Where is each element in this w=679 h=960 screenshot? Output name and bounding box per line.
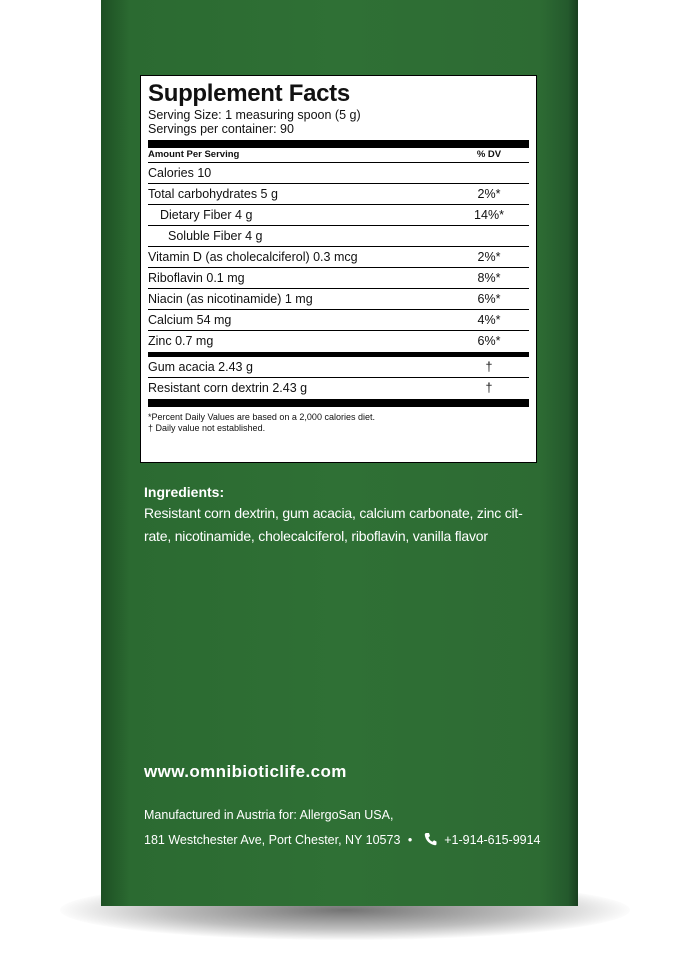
facts-row-soluble-fiber — [148, 226, 529, 247]
facts-title: Supplement Facts — [148, 80, 350, 107]
facts-row-zinc — [148, 331, 529, 352]
supplement-facts-panel — [140, 75, 537, 463]
facts-row-corn-dextrin — [148, 378, 529, 399]
box-edge — [568, 0, 578, 906]
nutrient-dv: † — [485, 359, 493, 374]
address: 181 Westchester Ave, Port Chester, NY 10573 — [144, 833, 401, 847]
facts-row-carbohydrates — [148, 184, 529, 205]
facts-row-gum-acacia — [148, 357, 529, 378]
nutrient-dv: 8%* — [477, 270, 501, 285]
nutrient-name: Calcium 54 mg — [148, 312, 232, 327]
facts-row-niacin — [148, 289, 529, 310]
nutrient-dv: 6%* — [477, 291, 501, 306]
facts-row-riboflavin — [148, 268, 529, 289]
nutrient-name: Niacin (as nicotinamide) 1 mg — [148, 291, 313, 306]
nutrient-dv: 2%* — [477, 249, 501, 264]
footnote-dv: *Percent Daily Values are based on a 2,000 calories diet. — [148, 412, 375, 422]
ingredients-title: Ingredients: — [144, 484, 225, 500]
dv-label: % DV — [476, 149, 502, 160]
ingredients-section — [144, 482, 554, 548]
divider-thick-bottom — [148, 399, 529, 407]
nutrient-dv: 14%* — [474, 207, 504, 222]
ingredients-line: Resistant corn dextrin, gum acacia, calcium carbonate, zinc cit- — [144, 505, 523, 521]
nutrient-dv: † — [485, 381, 493, 395]
nutrient-name: Riboflavin 0.1 mg — [148, 270, 245, 285]
facts-row-vitamin-d — [148, 247, 529, 268]
nutrient-dv: 2%* — [477, 186, 501, 201]
facts-row-dietary-fiber — [148, 205, 529, 226]
footnotes — [148, 412, 529, 434]
facts-row-calories — [148, 163, 529, 184]
nutrient-name: Zinc 0.7 mg — [148, 334, 214, 348]
address-line — [144, 828, 541, 855]
nutrient-name: Gum acacia 2.43 g — [148, 359, 253, 374]
divider-thick — [148, 140, 529, 148]
manufacturer-line: Manufactured in Austria for: AllergoSan USA, — [144, 808, 394, 822]
phone-icon — [424, 830, 437, 855]
nutrient-name: Calories 10 — [148, 165, 212, 180]
footnote-dagger: † Daily value not established. — [148, 423, 266, 433]
bullet-separator: • — [407, 833, 413, 847]
website-url: www.omnibioticlife.com — [144, 762, 347, 781]
nutrient-name: Resistant corn dextrin 2.43 g — [148, 381, 308, 395]
facts-row-calcium — [148, 310, 529, 331]
ingredients-line: rate, nicotinamide, cholecalciferol, riboflavin, vanilla flavor — [144, 528, 488, 544]
manufacturer-info — [144, 803, 541, 855]
nutrient-dv: 6%* — [477, 334, 501, 348]
nutrient-name: Soluble Fiber 4 g — [168, 228, 263, 243]
facts-header-row — [148, 148, 529, 163]
serving-size: Serving Size: 1 measuring spoon (5 g) — [148, 108, 361, 122]
amount-per-serving-label: Amount Per Serving — [148, 149, 240, 160]
servings-per-container: Servings per container: 90 — [148, 122, 294, 136]
nutrient-dv: 4%* — [477, 312, 501, 327]
phone-number: +1-914-615-9914 — [444, 833, 541, 847]
nutrient-name: Total carbohydrates 5 g — [148, 186, 278, 201]
nutrient-name: Vitamin D (as cholecalciferol) 0.3 mcg — [148, 249, 358, 264]
nutrient-name: Dietary Fiber 4 g — [160, 207, 253, 222]
